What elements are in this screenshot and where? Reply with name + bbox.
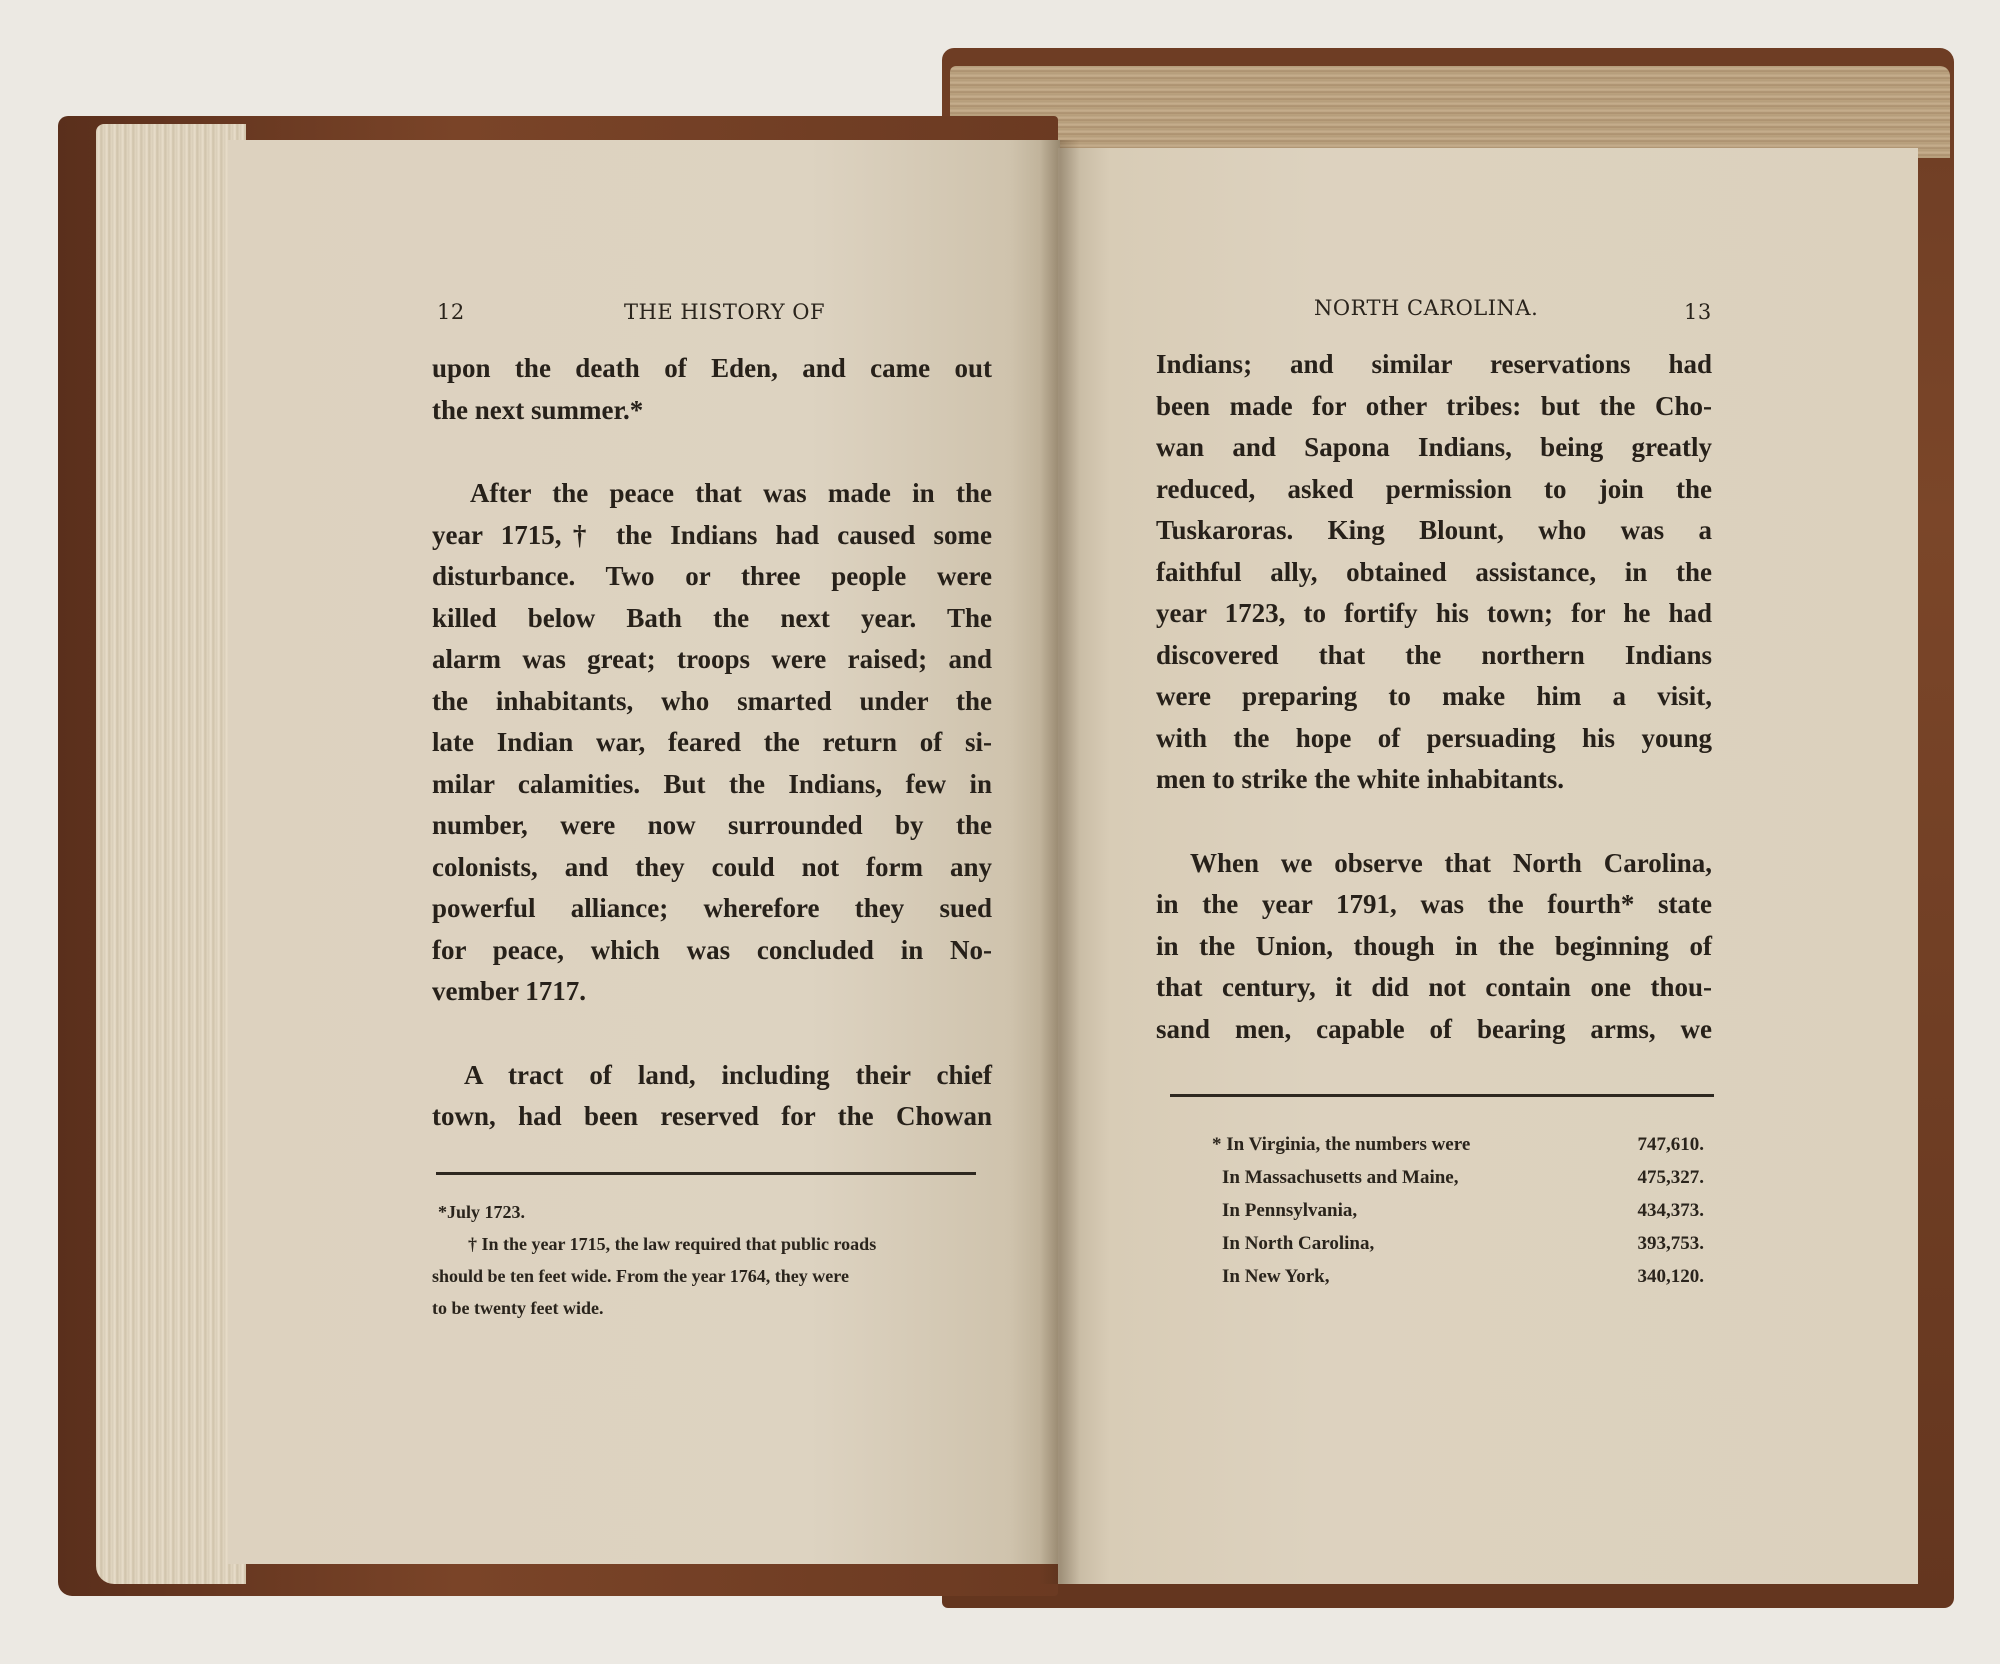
value-cell: 393,753.: [1637, 1232, 1704, 1254]
value-cell: 475,327.: [1637, 1166, 1704, 1188]
footnote: † In the year 1715, the law required that public roads: [468, 1234, 877, 1254]
place-cell: In Massachusetts and Maine,: [1222, 1166, 1459, 1188]
text-line: that century, it did not contain one thou-: [1156, 972, 1712, 1002]
left-page-number: 12: [437, 300, 465, 324]
book-gutter: [1040, 140, 1080, 1584]
left-body-text: [432, 348, 992, 1138]
paragraph: [394, 473, 992, 1013]
table-row: [1212, 1260, 1704, 1293]
table-row: [1212, 1227, 1704, 1260]
text-line: in the year 1791, was the fourth* state: [1156, 889, 1712, 919]
place-cell: In Pennsylvania,: [1222, 1199, 1358, 1221]
text-line: Indians; and similar reservations had: [1156, 349, 1712, 379]
text-line: year 1715,† the Indians had caused some: [432, 519, 992, 550]
text-line: upon the death of Eden, and came out: [432, 353, 992, 383]
text-line: discovered that the northern Indians: [1156, 639, 1712, 670]
place-cell: In North Carolina,: [1222, 1232, 1375, 1254]
text-line: colonists, and they could not form any: [432, 851, 992, 882]
footnote: should be ten feet wide. From the year 1764, they were: [432, 1266, 849, 1286]
text-line: reduced, asked permission to join the: [1156, 473, 1712, 504]
place-cell: In New York,: [1222, 1265, 1330, 1287]
text-line: town, had been reserved for the Chowan: [432, 1101, 992, 1131]
right-body-text: [1156, 344, 1712, 1050]
right-page-number: 13: [1684, 300, 1712, 324]
paragraph: [432, 348, 992, 431]
paragraph: [1156, 344, 1712, 801]
text-line: late Indian war, feared the return of si-: [432, 727, 992, 757]
place-cell: * In Virginia, the numbers were: [1212, 1133, 1471, 1155]
page-block-left-edge: [96, 124, 246, 1584]
text-line: for peace, which was concluded in No-: [432, 934, 992, 965]
page-block-top-edge: [950, 66, 1950, 158]
left-footnotes: [432, 1196, 876, 1324]
text-line: number, were now surrounded by the: [432, 810, 992, 840]
text-line: powerful alliance; wherefore they sued: [432, 893, 992, 923]
footnote-rule: [436, 1172, 976, 1175]
text-line: were preparing to make him a visit,: [1156, 681, 1712, 711]
text-line: alarm was great; troops were raised; and: [432, 644, 992, 674]
text-line: faithful ally, obtained assistance, in the: [1156, 556, 1712, 587]
paragraph: [432, 1055, 992, 1138]
text-line: sand men, capable of bearing arms, we: [1156, 1013, 1712, 1044]
right-running-head: NORTH CAROLINA.: [1314, 296, 1539, 320]
value-cell: 747,610.: [1637, 1133, 1704, 1155]
left-running-head: THE HISTORY OF: [624, 300, 826, 324]
text-line: Tuskaroras. King Blount, who was a: [1156, 515, 1712, 545]
census-footnote-table: [1212, 1128, 1704, 1293]
text-line: the inhabitants, who smarted under the: [432, 685, 992, 716]
text-line: been made for other tribes: but the Cho-: [1156, 390, 1712, 421]
text-line: killed below Bath the next year. The: [432, 602, 992, 633]
text-line: wan and Sapona Indians, being greatly: [1156, 432, 1712, 462]
table-row: [1212, 1194, 1704, 1227]
value-cell: 434,373.: [1637, 1199, 1704, 1221]
paragraph: [1156, 843, 1712, 1051]
text-line: After the peace that was made in the: [470, 478, 992, 508]
text-line: year 1723, to fortify his town; for he had: [1156, 598, 1712, 628]
footnote-rule: [1170, 1094, 1714, 1097]
text-line: men to strike the white inhabitants.: [1156, 764, 1565, 794]
text-line: When we observe that North Carolina,: [1190, 847, 1712, 878]
footnote: *July 1723.: [438, 1202, 526, 1222]
footnote: to be twenty feet wide.: [432, 1298, 604, 1318]
value-cell: 340,120.: [1637, 1265, 1704, 1287]
text-line: the next summer.*: [432, 394, 644, 425]
text-line: A tract of land, including their chief: [464, 1059, 992, 1090]
text-line: disturbance. Two or three people were: [432, 561, 992, 591]
text-line: in the Union, though in the beginning of: [1156, 930, 1712, 961]
text-line: with the hope of persuading his young: [1156, 722, 1712, 753]
table-row: [1212, 1161, 1704, 1194]
table-row: [1212, 1128, 1704, 1161]
text-line: vember 1717.: [432, 976, 586, 1006]
text-line: milar calamities. But the Indians, few in: [432, 768, 992, 799]
